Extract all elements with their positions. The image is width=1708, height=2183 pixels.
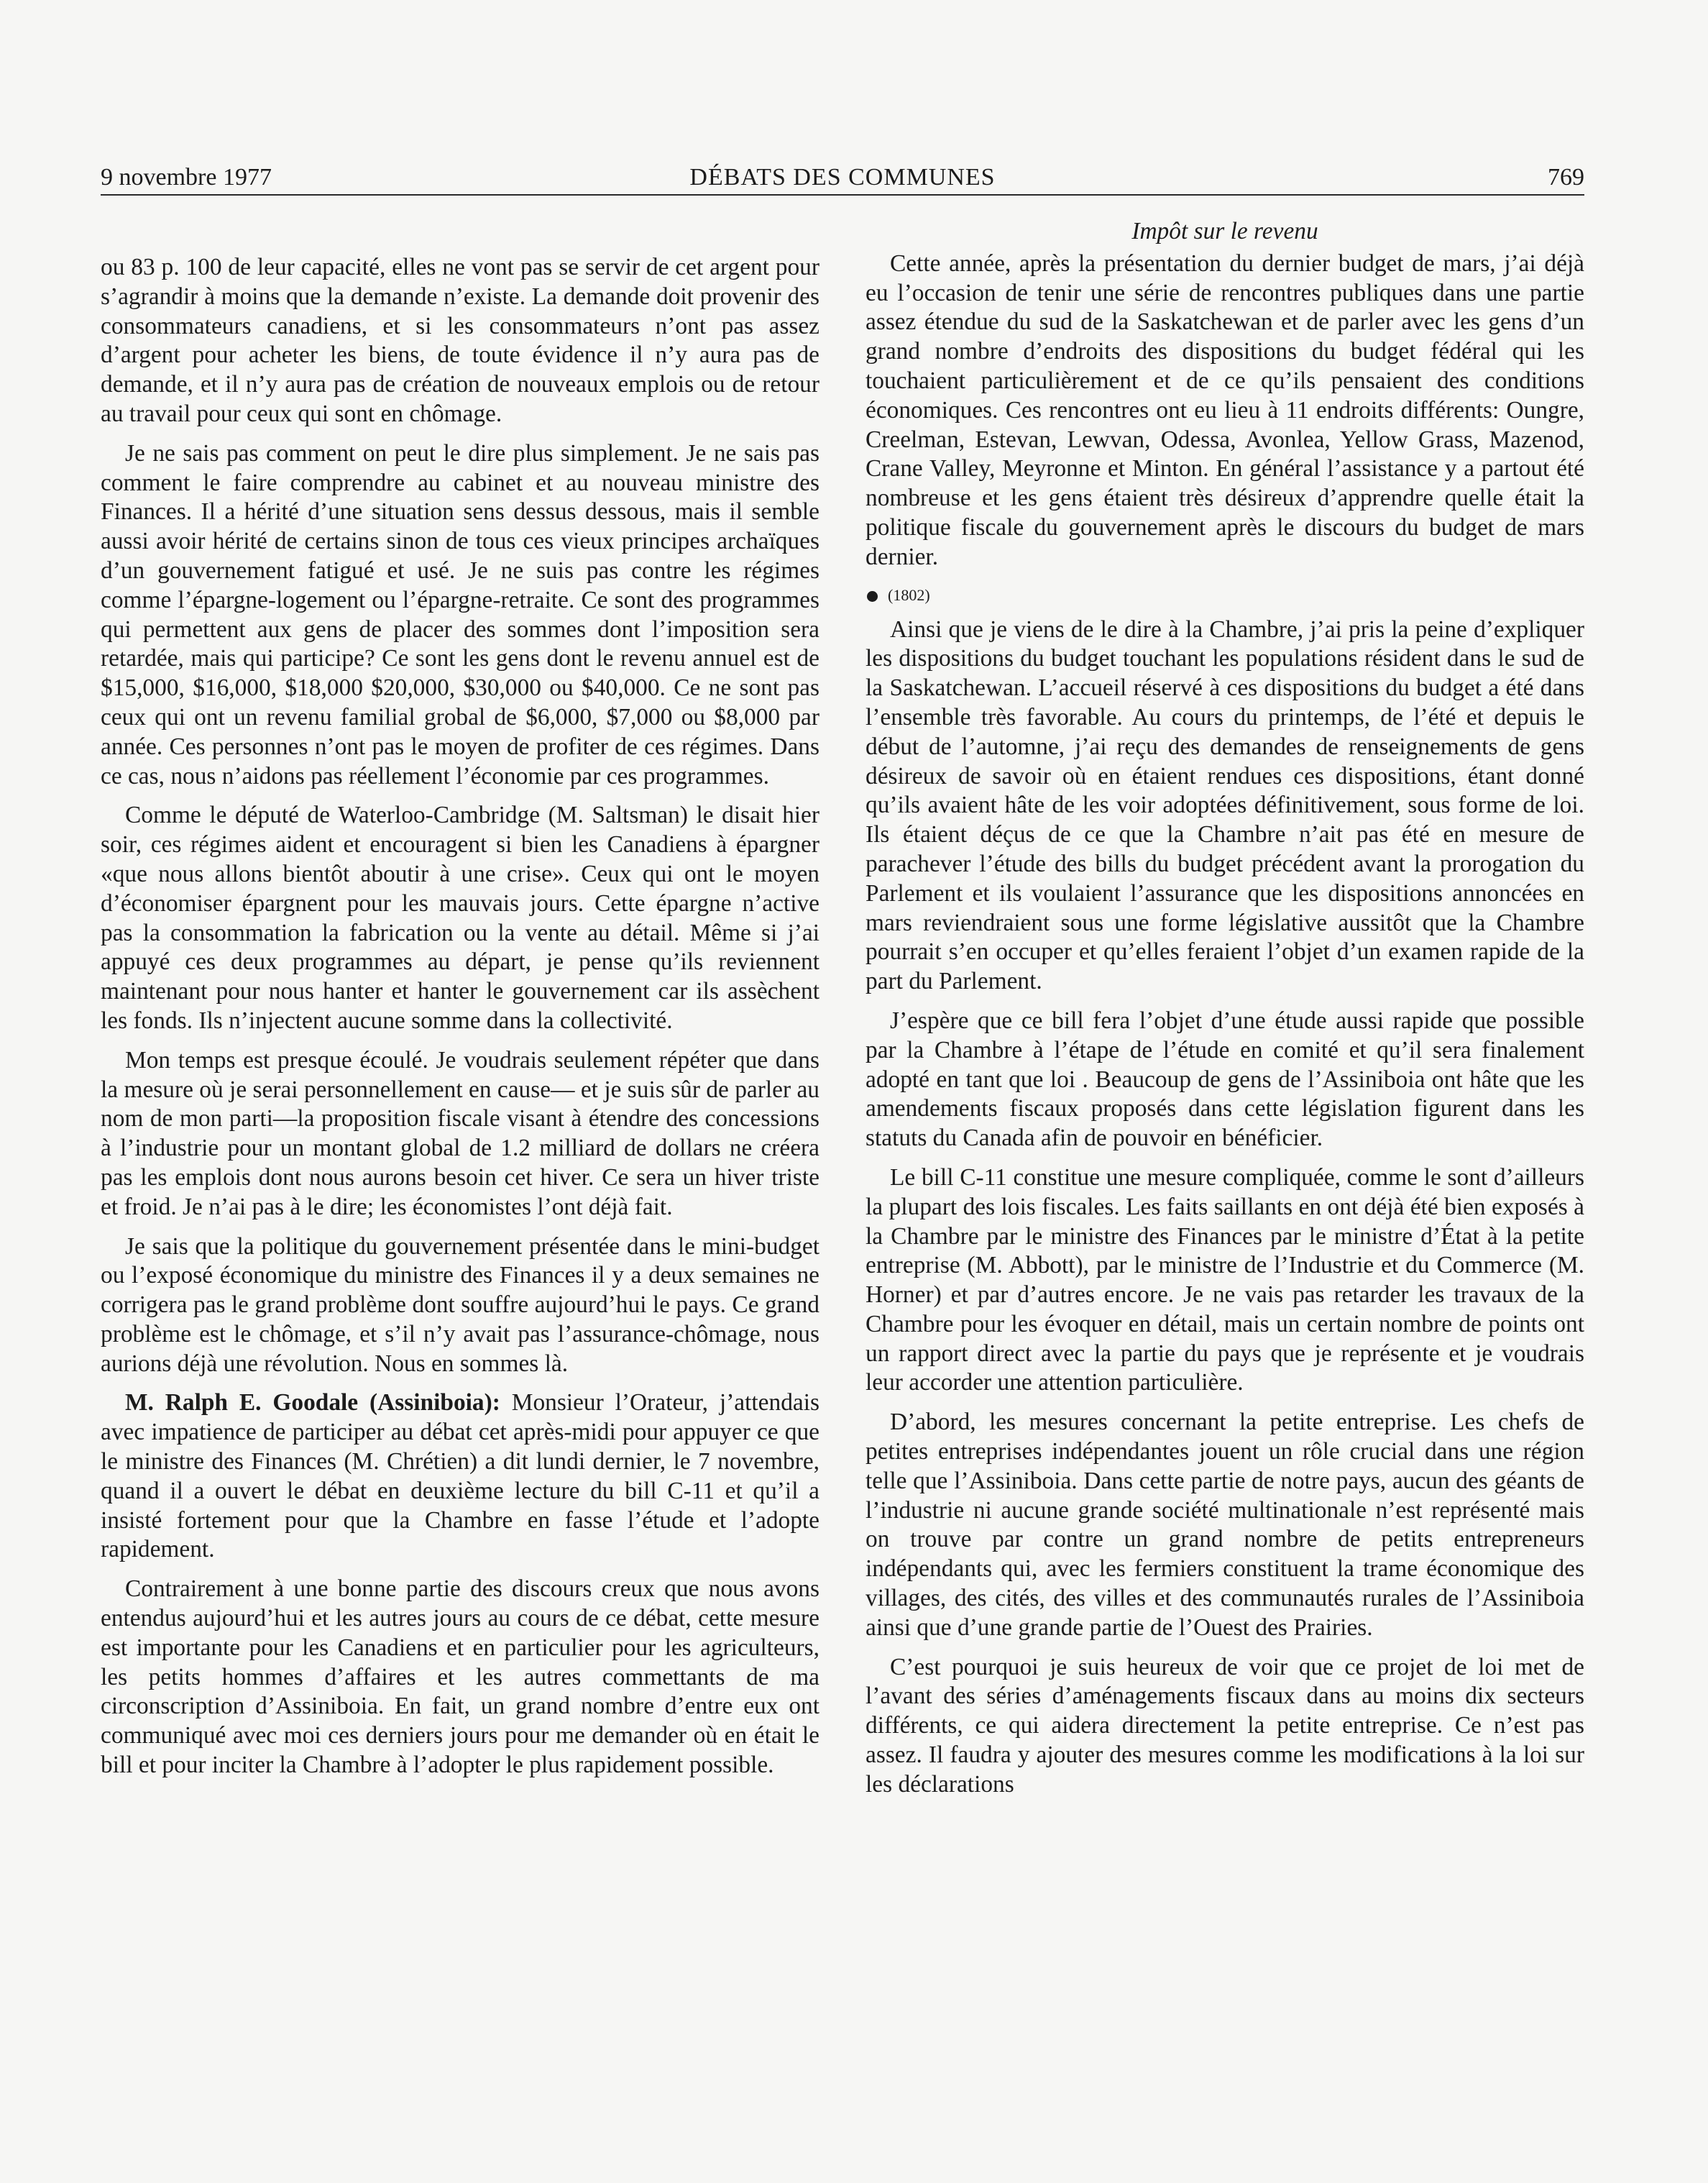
paragraph: Ainsi que je viens de le dire à la Chambre, j’ai pris la peine d’expliquer les dispositions du budget touchant les populations résident dans le sud de la Saskatchewan. L’accueil réservé à ces dispositions du budget a été dans l’ensemble très favorable. Au cours du printemps, de l’été et depuis le début de l’automne, j’ai reçu des demandes de renseignements de gens désireux de savoir où en étaient rendues ces dispositions, étant donné qu’ils avaient hâte de les voir adoptées définitivement, sous forme de loi. Ils étaient déçus de ce que la Chambre n’ait pas été en mesure de parachever l’étude des bills du budget précédent avant la prorogation du Parlement et ils voulaient l’assurance que les dispositions annoncées en mars reviendraient sous une forme législative aussitôt que la Chambre pourrait s’en occuper et qu’elles feraient l’objet d’un examen rapide de la part du Parlement. xyxy=(866,615,1584,995)
speaker-name: M. Ralph E. Goodale (Assiniboia): xyxy=(125,1389,500,1417)
paragraph: Cette année, après la présentation du dernier budget de mars, j’ai déjà eu l’occasion de tenir une série de rencontres publiques dans une partie assez étendue du sud de la Saskatchewan et de parler avec les gens d’un grand nombre d’endroits des dispositions du budget fédéral qui les touchaient particulièrement et de ce qu’ils pensaient des conditions économiques. Ces rencontres ont eu lieu à 11 endroits différents: Oungre, Creelman, Estevan, Lewvan, Odessa, Avonlea, Yellow Grass, Mazenod, Crane Valley, Meyronne et Minton. En général l’assistance y a partout été nombreuse et les gens étaient très désireux d’apprendre quelle était la politique fiscale du gouvernement après le discours du budget de mars dernier. xyxy=(866,250,1584,570)
paragraph: Contrairement à une bonne partie des discours creux que nous avons entendus aujourd’hui et les autres jours au cours de ce débat, cette mesure est importante pour les Canadiens et en particulier pour les agriculteurs, les petits hommes d’affaires et les autres commettants de ma circonscription d’Assiniboia. En fait, un grand nombre d’entre eux ont communiqué avec moi ces derniers jours pour me demander où en était le bill et pour inciter la Chambre à l’adopter le plus rapidement possible. xyxy=(101,1575,819,1779)
page-header xyxy=(101,161,1584,196)
paragraph: Mon temps est presque écoulé. Je voudrais seulement répéter que dans la mesure où je serai personnellement en cause— et je suis sûr de parler au nom de mon parti—la proposition fiscale visant à étendre des concessions à l’industrie pour un montant global de 1.2 milliard de dollars ne créera pas les emplois dont nous aurons besoin cet hiver. Ce sera un hiver triste et froid. Je n’ai pas à le dire; les économistes l’ont déjà fait. xyxy=(101,1046,819,1220)
section-title: Impôt sur le revenu xyxy=(1131,218,1318,244)
time-marker xyxy=(866,581,1584,610)
time-marker-label: (1802) xyxy=(888,585,930,604)
paragraph: Le bill C-11 constitue une mesure compliquée, comme le sont d’ailleurs la plupart des lois fiscales. Les faits saillants en ont déjà été bien exposés à la Chambre par le ministre des Finances par le ministre d’État à la petite entreprise (M. Abbott), par le ministre de l’Industrie et du Commerce (M. Horner) et par d’autres encore. Je ne vais pas retarder les travaux de la Chambre pour les évoquer en détail, mais un certain nombre de points ont un rapport direct avec la partie du pays que je représente et je voudrais leur accorder une attention particulière. xyxy=(866,1163,1584,1396)
paragraph: ou 83 p. 100 de leur capacité, elles ne vont pas se servir de cet argent pour s’agrandir à moins que la demande n’existe. La demande doit provenir des consommateurs canadiens, et si les consommateurs n’ont pas assez d’argent pour acheter les biens, de toute évidence il n’y aura pas de demande, et il n’y aura pas de création de nouveaux emplois ou de retour au travail pour ceux qui sont en chômage. xyxy=(101,254,819,427)
bullet-dot-icon xyxy=(867,591,878,602)
speaker-paragraph xyxy=(101,1388,819,1565)
paragraph: Je ne sais pas comment on peut le dire plus simplement. Je ne sais pas comment le faire comprendre au cabinet et au nouveau ministre des Finances. Il a hérité d’une situation sens dessus dessous, mais il semble aussi avoir hérité de certains sinon de tous ces vieux principes archaïques d’un gouvernement fatigué et usé. Je ne suis pas contre les régimes comme l’épargne-logement ou l’épargne-retraite. Ce sont des programmes qui permettent aux gens de placer des sommes dont l’imposition sera retardée, mais qui participe? Ce sont les gens dont le revenu annuel est de $15,000, $16,000, $18,000 $20,000, $30,000 ou $40,000. Ce ne sont pas ceux qui ont un revenu familial grobal de $6,000, $7,000 ou $8,000 par année. Ces personnes n’ont pas le moyen de profiter de ces régimes. Dans ce cas, nous n’aidons pas réellement l’économie par ces programmes. xyxy=(101,439,819,790)
speaker-text: Monsieur l’Orateur, j’attendais avec impatience de participer au débat cet après-midi pour appuyer ce que le ministre des Finances (M. Chrétien) a dit lundi dernier, le 7 novembre, quand il a ouvert le débat en deuxième lecture du bill C-11 et qu’il a insisté fortement pour que la Chambre en fasse l’étude et l’adopte rapidement. xyxy=(101,1389,819,1563)
left-column xyxy=(101,253,819,1780)
header-date: 9 novembre 1977 xyxy=(101,164,272,191)
paragraph: Je sais que la politique du gouvernement présentée dans le mini-budget ou l’exposé économique du ministre des Finances il y a deux semaines ne corrigera pas le grand problème dont souffre aujourd’hui le pays. Ce grand problème est le chômage, et s’il n’y avait pas l’assurance-chômage, nous aurions déjà une révolution. Nous en sommes là. xyxy=(101,1232,819,1377)
paragraph: D’abord, les mesures concernant la petite entreprise. Les chefs de petites entreprises indépendantes jouent un rôle crucial dans une région telle que l’Assiniboia. Dans cette partie de notre pays, aucun des géants de l’industrie ni aucune grande société multinationale n’est représenté mais on trouve par contre un grand nombre de petits entrepreneurs indépendants qui, avec les fermiers constituent la trame économique des villages, des cités, des villes et des communautés rurales de l’Assiniboia ainsi que d’une grande partie de l’Ouest des Prairies. xyxy=(866,1409,1584,1641)
paragraph: C’est pourquoi je suis heureux de voir que ce projet de loi met de l’avant des séries d’aménagements fiscaux dans au moins dix secteurs différents, ce qui aidera directement la petite entreprise. Ce n’est pas assez. Il faudra y ajouter des mesures comme les modifications à la loi sur les déclarations xyxy=(866,1653,1584,1798)
header-title: DÉBATS DES COMMUNES xyxy=(689,164,996,191)
page-number: 769 xyxy=(1548,164,1584,191)
paragraph: J’espère que ce bill fera l’objet d’une étude aussi rapide que possible par la Chambre à l’étape de l’étude en comité et qu’il sera finalement adopté en tant que loi . Beaucoup de gens de l’Assiniboia ont hâte que les amendements fiscaux proposés dans cette législation figurent dans les statuts du Canada afin de pouvoir en bénéficier. xyxy=(866,1007,1584,1152)
paragraph: Comme le député de Waterloo-Cambridge (M. Saltsman) le disait hier soir, ces régimes aident et encouragent si bien les Canadiens à épargner «que nous allons bientôt aboutir à une crise». Ceux qui ont le moyen d’économiser épargnent pour les mauvais jours. Cette épargne n’active pas la consommation la fabrication ou la vente au détail. Même si j’ai appuyé ces deux programmes au départ, je pense qu’ils reviennent maintenant pour nous hanter et hanter le gouvernement car ils assèchent les fonds. Ils n’injectent aucune somme dans la collectivité. xyxy=(101,802,819,1034)
right-column xyxy=(866,217,1584,1800)
